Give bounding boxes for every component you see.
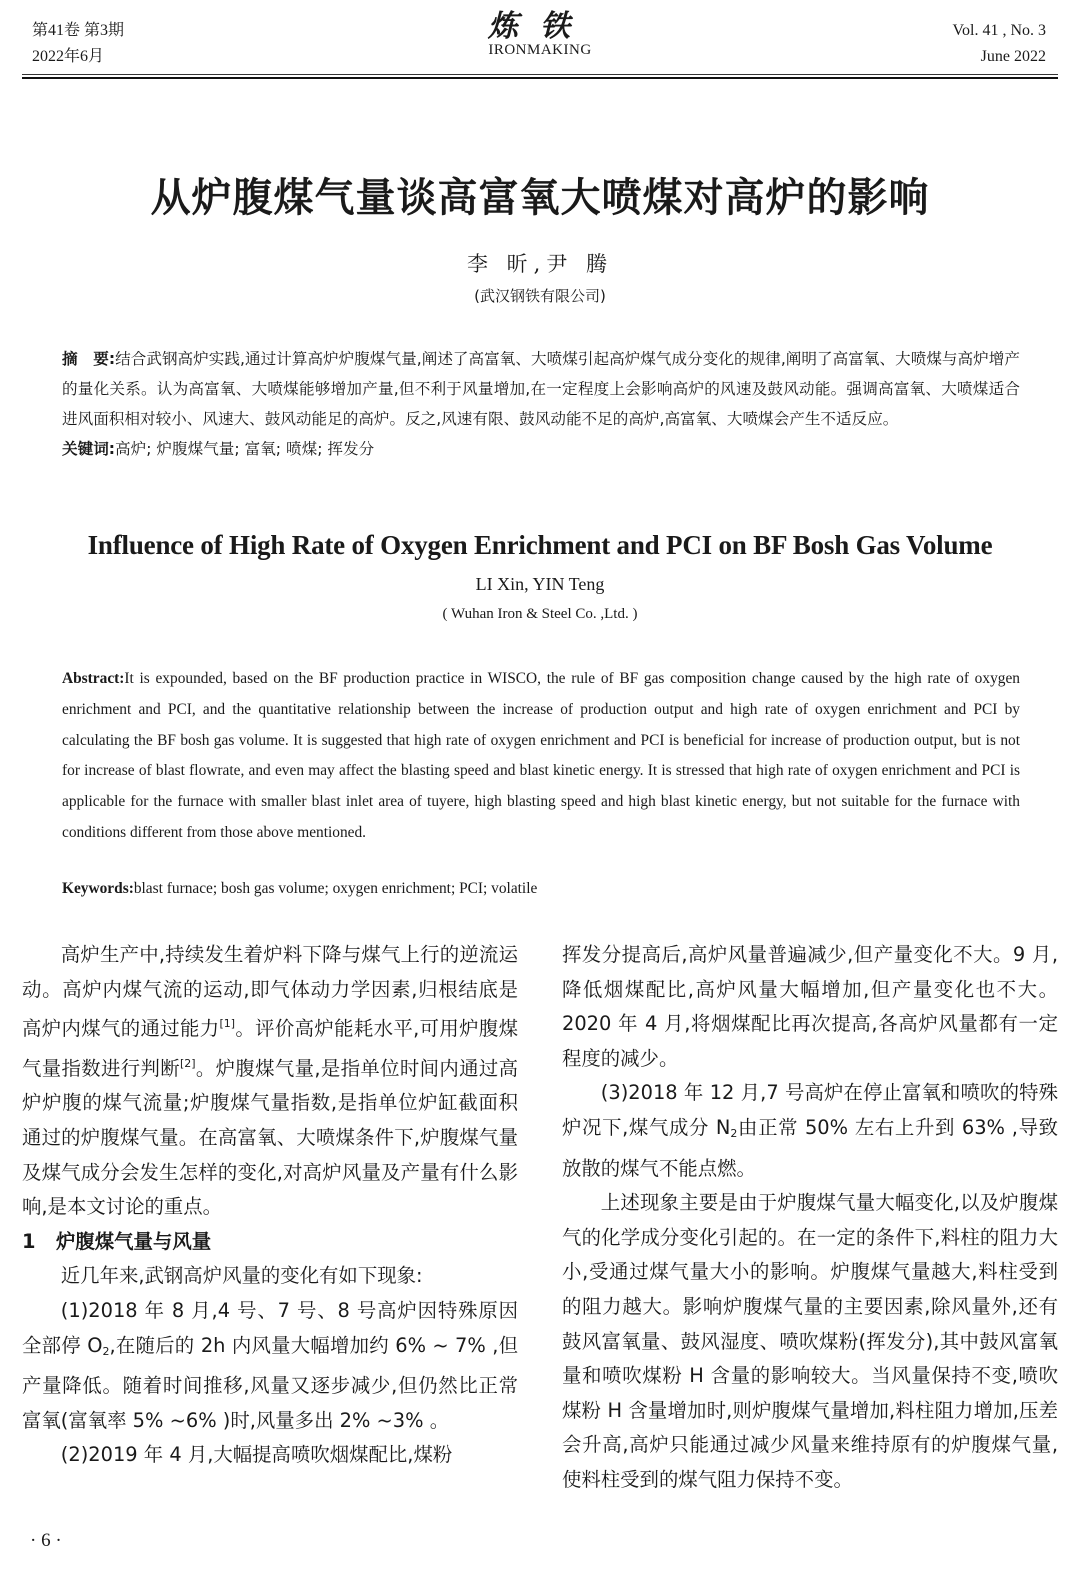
paragraph-item-1 [22,1294,518,1438]
intro-text-b: 。评价高炉能耗水平,可用炉腹煤气量指数进行判断 [22,1017,518,1080]
volume-issue-en: Vol. 41 , No. 3 [952,22,1046,39]
keywords-en [62,880,1020,898]
abstract-en [62,664,1020,849]
item-1-text-a: (1)2018 年 8 月,4 号、7 号、8 号高炉因特殊原因全部停 O [22,1298,518,1357]
subscript: 2 [730,1126,738,1140]
body-column-right [562,938,1058,1498]
body-column-left [22,938,518,1473]
keywords-en-text: blast furnace; bosh gas volume; oxygen enrichment; PCI; volatile [133,880,538,897]
date-cn: 2022年6月 [32,48,105,65]
authors-cn: 李 昕,尹 腾 [466,252,614,276]
abstract-cn-label: 摘 要: [62,350,116,368]
paragraph-item-3 [562,1076,1058,1186]
header-rule-thin [22,74,1058,75]
section-number: 1 [22,1229,36,1253]
authors-en: LI Xin, YIN Teng [475,574,605,594]
section-heading-1 [22,1225,518,1260]
paragraph-phenomena: 近几年来,武钢高炉风量的变化有如下现象: [60,1264,423,1288]
affiliation-en: ( Wuhan Iron & Steel Co. ,Ltd. ) [442,606,638,622]
citation-2[interactable]: [2] [179,1056,196,1070]
date-en: June 2022 [980,48,1046,65]
item-3-text-a: (3)2018 年 12 月,7 号高炉在停止富氧和喷吹的特殊炉况下,煤气成分 N [562,1081,1058,1139]
abstract-cn-text: 结合武钢高炉实践,通过计算高炉炉腹煤气量,阐述了高富氧、大喷煤引起高炉煤气成分变化的规律,阐明了高富氧、大喷煤与高炉增产的量化关系。认为高富氧、大喷煤能够增加产量,但不利于风量增加,在一定程度上会影响高炉的风速及鼓风动能。强调高富氧、大喷煤适合进风面积相对较小、风速大、鼓风动能足的高炉。反之,风速有限、鼓风动能不足的高炉,高富氧、大喷煤会产生不适反应。 [62,350,1020,428]
citation-1[interactable]: [1] [219,1017,236,1031]
intro-text-a: 高炉生产中,持续发生着炉料下降与煤气上行的逆流运动。高炉内煤气流的运动,即气体动力学因素,归根结底是高炉内煤气的通过能力 [22,943,518,1041]
journal-name-en: IRONMAKING [488,42,592,58]
abstract-en-label: Abstract: [62,670,125,687]
journal-name-cn: 炼铁 [488,9,592,44]
keywords-cn [62,434,1020,464]
keywords-en-label: Keywords: [62,880,134,897]
paragraph-item-2: (2)2019 年 4 月,大幅提高喷吹烟煤配比,煤粉 [60,1443,453,1467]
subscript: 2 [102,1344,110,1358]
intro-text-c: 。炉腹煤气量,是指单位时间内通过高炉炉腹的煤气流量;炉腹煤气量指数,是指单位炉缸截面积通过的炉腹煤气量。在高富氧、大喷煤条件下,炉腹煤气量及煤气成分会发生怎样的变化,对高炉风量及产量有什么影响,是本文讨论的重点。 [22,1056,518,1219]
keywords-cn-text: 高炉; 炉腹煤气量; 富氧; 喷煤; 挥发分 [115,440,375,458]
paper-title-cn: 从炉腹煤气量谈高富氧大喷煤对高炉的影响 [150,175,930,221]
section-title: 炉腹煤气量与风量 [56,1229,212,1253]
item-3-text-b: 由正常 50% 左右上升到 63% ,导致放散的煤气不能点燃。 [562,1115,1058,1180]
abstract-cn-body [62,344,1020,434]
header-rule-thick [22,77,1058,79]
journal-issue-en [953,18,1047,70]
intro-paragraph [22,938,518,1225]
paragraph-item-2-continued: 挥发分提高后,高炉风量普遍减少,但产量变化不大。9 月,降低烟煤配比,高炉风量大幅增加,但产量变化也不大。2020 年 4 月,将烟煤配比再次提高,各高炉风量都有一定程度的减少。 [562,943,1058,1070]
volume-issue-cn: 第41卷 第3期 [32,22,125,39]
paper-title-en: Influence of High Rate of Oxygen Enrichment and PCI on BF Bosh Gas Volume [87,530,993,560]
abstract-cn [62,344,1020,464]
paragraph-analysis: 上述现象主要是由于炉腹煤气量大幅变化,以及炉腹煤气的化学成分变化引起的。在一定的条件下,料柱的阻力大小,受通过煤气量大小的影响。炉腹煤气量越大,料柱受到的阻力越大。影响炉腹煤气量的主要因素,除风量外,还有鼓风富氧量、鼓风湿度、喷吹煤粉(挥发分),其中鼓风富氧量和喷吹煤粉 H 含量的影响较大。当风量保持不变,喷吹煤粉 H 含量增加时,则炉腹煤气量增加,料柱阻力增加,压差会升高,高炉只能通过减少风量来维持原有的炉腹煤气量,使料柱受到的煤气阻力保持不变。 [562,1191,1058,1491]
item-1-text-b: ,在随后的 2h 内风量大幅增加约 6% ~ 7% ,但产量降低。随着时间推移,风量又逐步减少,但仍然比正常富氧(富氧率 5% ~6% )时,风量多出 2% ~3% 。 [22,1333,518,1432]
journal-logo [0,10,1080,59]
page-number: · 6 · [30,1530,62,1551]
abstract-en-text: It is expounded, based on the BF production practice in WISCO, the rule of BF gas composition change caused by the high rate of oxygen enrichment and PCI, and the quantitative relationship between the increase of production output and high rate of oxygen enrichment and PCI by calculating the BF bosh gas volume. It is suggested that high rate of oxygen enrichment and PCI is beneficial for increase of production output, but is not for increase of blast flowrate, and even may affect the blasting speed and blast kinetic energy. It is stressed that high rate of oxygen enrichment and PCI is applicable for the furnace with smaller blast inlet area of tuyere, high blasting speed and high blast kinetic energy, but not suitable for the furnace with conditions different from those above mentioned. [62,670,1020,841]
affiliation-cn: (武汉钢铁有限公司) [474,287,606,305]
keywords-cn-label: 关键词: [62,440,116,458]
